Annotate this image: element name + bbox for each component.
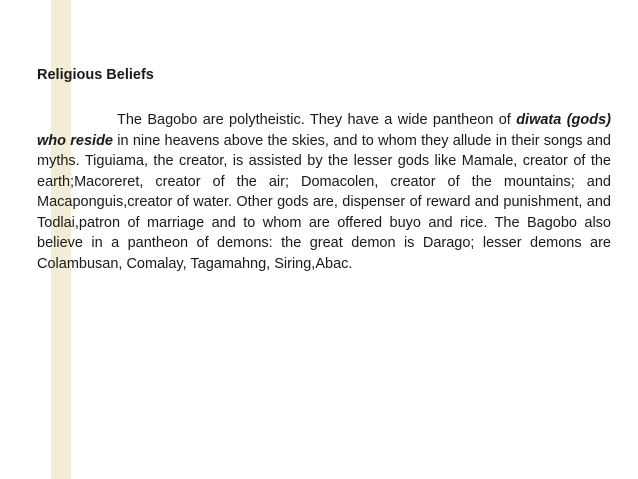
paragraph-text-part2: in nine heavens above the skies, and to whom they allude in their songs and myths. Tiguiama, the creator, is assisted by the lesser gods like Mamale, creator of the earth;Macoreret, creator of the air; Domacolen, creator of the mountains; and Macaponguis,creator of water. Other gods are, dispenser of reward and punishment, and Todlai,patron of marriage and to whom are offered buyo and rice. The Bagobo also believe in a pantheon of demons: the great demon is Darago; lesser demons are Colambusan, Comalay, Tagamahng, Siring,Abac. bbox=[37, 132, 611, 272]
body-paragraph bbox=[37, 110, 611, 274]
section-heading: Religious Beliefs bbox=[37, 67, 154, 83]
paragraph-emphasis: diwata (gods) who reside bbox=[37, 112, 611, 149]
paragraph-text-part1: The Bagobo are polytheistic. They have a wide pantheon of bbox=[117, 112, 517, 128]
